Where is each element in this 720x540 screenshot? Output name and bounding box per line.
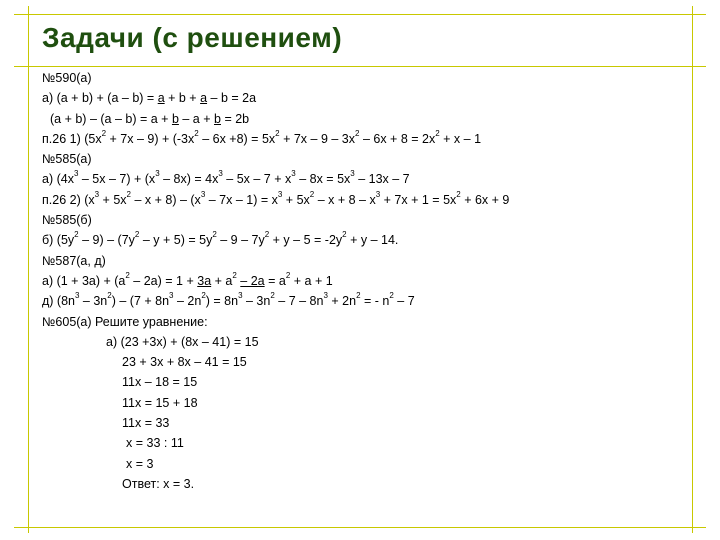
text-segment: – 8x = 5x xyxy=(295,172,351,187)
superscript: 3 xyxy=(375,189,381,199)
text-line xyxy=(42,271,702,291)
text-segment: п.26 2) (x xyxy=(42,192,95,207)
text-segment: – 2а) = 1 + xyxy=(129,273,198,288)
superscript: 3 xyxy=(200,189,206,199)
text-segment: 11x = 33 xyxy=(122,416,170,431)
superscript: 2 xyxy=(342,230,347,240)
superscript: 2 xyxy=(212,230,217,240)
frame-left-line xyxy=(28,6,29,533)
text-segment: Ответ: x = 3. xyxy=(122,476,195,491)
text-line xyxy=(42,413,702,433)
superscript: 2 xyxy=(194,128,199,138)
text-line xyxy=(42,210,702,230)
superscript: 2 xyxy=(201,291,206,301)
text-segment: + 7x + 1 = 5x xyxy=(380,192,457,207)
text-line xyxy=(42,372,702,392)
text-line xyxy=(42,312,702,332)
text-segment: №590(а) xyxy=(42,71,92,85)
text-segment: а) (4x xyxy=(42,172,74,187)
superscript: 2 xyxy=(456,189,461,199)
frame-title-underline xyxy=(14,66,706,67)
superscript: 2 xyxy=(74,230,79,240)
text-line xyxy=(42,291,702,311)
text-segment: – 9 – 7y xyxy=(216,233,265,248)
superscript: 2 xyxy=(232,270,237,280)
superscript: 3 xyxy=(350,169,355,179)
text-segment: + 7x – 9) + (-3x xyxy=(106,131,195,146)
superscript: 2 xyxy=(389,291,394,301)
text-segment: – 6x + 8 = 2x xyxy=(359,131,436,146)
text-segment: – 13x – 7 xyxy=(354,172,410,187)
text-line xyxy=(42,109,702,129)
text-line xyxy=(42,230,702,250)
text-line xyxy=(42,332,702,352)
superscript: 2 xyxy=(309,189,315,199)
text-line xyxy=(42,433,702,453)
superscript: 2 xyxy=(435,128,440,138)
text-line xyxy=(42,474,702,494)
text-line xyxy=(42,251,702,271)
frame-bottom-line xyxy=(14,527,706,528)
text-segment: + y – 5 = -2y xyxy=(269,233,343,248)
text-line xyxy=(42,68,702,88)
text-segment: – y + 5) = 5y xyxy=(139,233,213,248)
slide-title: Задачи (с решением) xyxy=(42,22,343,53)
text-segment: – 2а xyxy=(240,273,265,288)
superscript: 2 xyxy=(355,128,360,138)
text-segment: – 3n xyxy=(79,294,108,309)
superscript: 3 xyxy=(75,291,80,301)
text-segment: ) – (7 + 8n xyxy=(111,294,170,309)
superscript: 3 xyxy=(323,291,328,301)
frame-top-line xyxy=(14,14,706,15)
text-segment: а xyxy=(157,91,165,106)
superscript: 2 xyxy=(107,291,112,301)
text-segment: ) = 8n xyxy=(205,294,239,309)
text-segment: + 5x xyxy=(99,192,127,207)
superscript: 2 xyxy=(285,270,291,280)
superscript: 3 xyxy=(94,189,100,199)
superscript: 3 xyxy=(73,169,79,179)
text-segment: – 5x – 7) + (x xyxy=(78,172,156,187)
text-segment: – 2n xyxy=(173,294,202,309)
text-segment: – 8x) = 4x xyxy=(159,172,219,187)
text-segment: + b + xyxy=(164,91,201,106)
text-segment: + 7x – 9 – 3x xyxy=(279,131,356,146)
text-segment: – 6x +8) = 5x xyxy=(198,131,276,146)
text-segment: = а xyxy=(264,273,286,288)
text-segment: + 2n xyxy=(327,294,357,309)
text-segment: – 5x – 7 + x xyxy=(222,172,292,187)
text-line xyxy=(42,169,702,189)
text-segment: – 9) – (7y xyxy=(78,233,135,248)
text-line xyxy=(42,393,702,413)
text-segment: 23 + 3x + 8x – 41 = 15 xyxy=(122,355,247,370)
text-segment: 11x – 18 = 15 xyxy=(122,375,198,390)
superscript: 2 xyxy=(270,291,275,301)
text-segment: а) (а + b) + (а – b) = xyxy=(42,91,158,106)
superscript: 2 xyxy=(125,270,130,280)
superscript: 2 xyxy=(275,128,280,138)
text-segment: – 7x – 1) = x xyxy=(205,192,278,207)
superscript: 3 xyxy=(169,291,174,301)
text-segment: п.26 1) (5x xyxy=(42,131,102,146)
text-segment: + y – 14. xyxy=(346,233,399,248)
text-line xyxy=(42,190,702,210)
text-segment: – x + 8 – x xyxy=(314,192,376,207)
text-segment: №585(б) xyxy=(42,213,92,228)
text-segment: + 5x xyxy=(282,192,310,207)
superscript: 3 xyxy=(238,291,243,301)
text-segment: + а + 1 xyxy=(290,273,333,288)
text-segment: 3а xyxy=(197,273,212,288)
text-segment: x = 3 xyxy=(126,456,154,471)
text-segment: + x – 1 xyxy=(439,131,482,146)
text-segment: + а xyxy=(211,273,233,288)
text-line xyxy=(42,129,702,149)
superscript: 3 xyxy=(277,189,283,199)
text-segment: x = 33 : 11 xyxy=(126,436,184,451)
text-line xyxy=(42,352,702,372)
text-segment: №605(а) Решите уравнение: xyxy=(42,314,208,329)
text-segment: b xyxy=(171,111,179,126)
text-segment: д) (8n xyxy=(42,294,75,309)
text-segment: №587(а, д) xyxy=(42,253,106,268)
text-segment: а xyxy=(200,91,208,106)
text-segment: (а + b) – (а – b) = а + xyxy=(50,111,172,126)
superscript: 3 xyxy=(291,169,296,179)
text-segment: б) (5y xyxy=(42,233,75,248)
text-segment: + 6x + 9 xyxy=(460,192,510,207)
text-line xyxy=(42,88,702,108)
superscript: 2 xyxy=(101,128,107,138)
text-segment: b xyxy=(214,111,221,126)
text-segment: – а + xyxy=(178,111,215,126)
text-segment: = - n xyxy=(360,294,390,309)
text-segment: – b = 2а xyxy=(207,91,257,106)
text-segment: а) (1 + 3а) + (а xyxy=(42,273,126,288)
superscript: 2 xyxy=(356,291,361,301)
text-segment: №585(а) xyxy=(42,152,92,167)
superscript: 2 xyxy=(134,230,140,240)
text-segment: = 2b xyxy=(220,111,250,126)
superscript: 2 xyxy=(126,189,131,199)
solution-lines xyxy=(42,68,702,494)
superscript: 2 xyxy=(264,230,270,240)
text-segment: – 7 – 8n xyxy=(274,294,324,309)
text-segment: – 3n xyxy=(242,294,271,309)
text-segment: – x + 8) – (x xyxy=(130,192,201,207)
text-segment: 11x = 15 + 18 xyxy=(122,395,198,410)
text-segment: – 7 xyxy=(393,294,415,309)
text-line xyxy=(42,149,702,169)
superscript: 3 xyxy=(155,169,160,179)
text-line xyxy=(42,454,702,474)
superscript: 3 xyxy=(218,169,223,179)
text-segment: а) (23 +3x) + (8x – 41) = 15 xyxy=(106,334,259,349)
